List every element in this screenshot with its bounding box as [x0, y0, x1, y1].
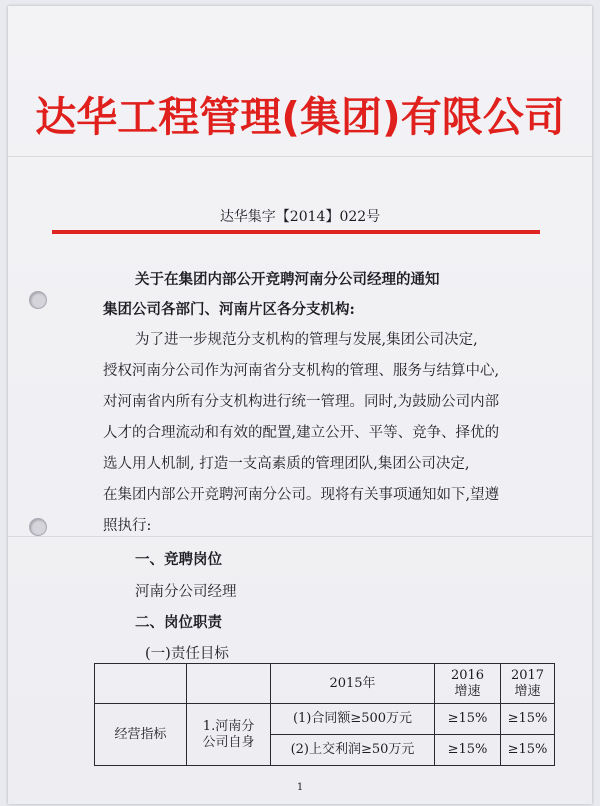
header-2017-year: 2017 — [510, 667, 545, 683]
section2-heading: 二、岗位职责 — [135, 614, 222, 631]
notice-addressee: 集团公司各部门、河南片区各分支机构: — [103, 301, 355, 318]
header-2015: 2015年 — [271, 664, 435, 704]
subcategory-line: 1.河南分 — [202, 718, 255, 734]
subsection-heading: (一)责任目标 — [145, 646, 229, 662]
body-line: 人才的合理流动和有效的配置,建立公开、平等、竞争、择优的 — [103, 425, 500, 441]
metric-cell: (2)上交利润≥50万元 — [271, 735, 435, 766]
body-line: 为了进一步规范分支机构的管理与发展,集团公司决定, — [135, 332, 478, 348]
metric-cell: (1)合同额≥500万元 — [271, 704, 435, 735]
table-header-row — [95, 664, 555, 704]
growth-2017-cell: ≥15% — [501, 735, 555, 766]
subcategory-line: 公司自身 — [202, 734, 255, 750]
body-line: 照执行: — [103, 518, 152, 534]
growth-2016-cell: ≥15% — [435, 735, 501, 766]
table-header-empty — [95, 664, 187, 704]
header-2017 — [501, 664, 555, 704]
header-2016-label: 增速 — [454, 683, 481, 699]
growth-2017-cell: ≥15% — [501, 704, 555, 735]
header-2016 — [435, 664, 501, 704]
company-letterhead: 达华工程管理(集团)有限公司 — [35, 93, 565, 141]
subcategory-cell — [187, 704, 271, 766]
notice-title: 关于在集团内部公开竞聘河南分公司经理的通知 — [135, 271, 440, 288]
table-row — [95, 704, 555, 735]
header-2017-label: 增速 — [514, 683, 541, 699]
body-line: 对河南省内所有分支机构进行统一管理。同时,为鼓励公司内部 — [103, 394, 500, 410]
responsibility-table — [94, 663, 555, 766]
body-line: 在集团内部公开竞聘河南分公司。现将有关事项通知如下,望遵 — [103, 487, 500, 503]
section1-heading: 一、竞聘岗位 — [135, 551, 222, 568]
document-number: 达华集字【2014】022号 — [219, 209, 381, 225]
document-page — [8, 6, 592, 804]
section1-content: 河南分公司经理 — [135, 584, 237, 600]
growth-2016-cell: ≥15% — [435, 704, 501, 735]
header-2016-year: 2016 — [450, 667, 485, 683]
page-number: 1 — [296, 782, 304, 793]
table-header-empty — [187, 664, 271, 704]
body-line: 授权河南分公司作为河南省分支机构的管理、服务与结算中心, — [103, 363, 500, 379]
category-cell: 经营指标 — [95, 704, 187, 766]
body-line: 选人用人机制, 打造一支高素质的管理团队,集团公司决定, — [103, 456, 470, 472]
